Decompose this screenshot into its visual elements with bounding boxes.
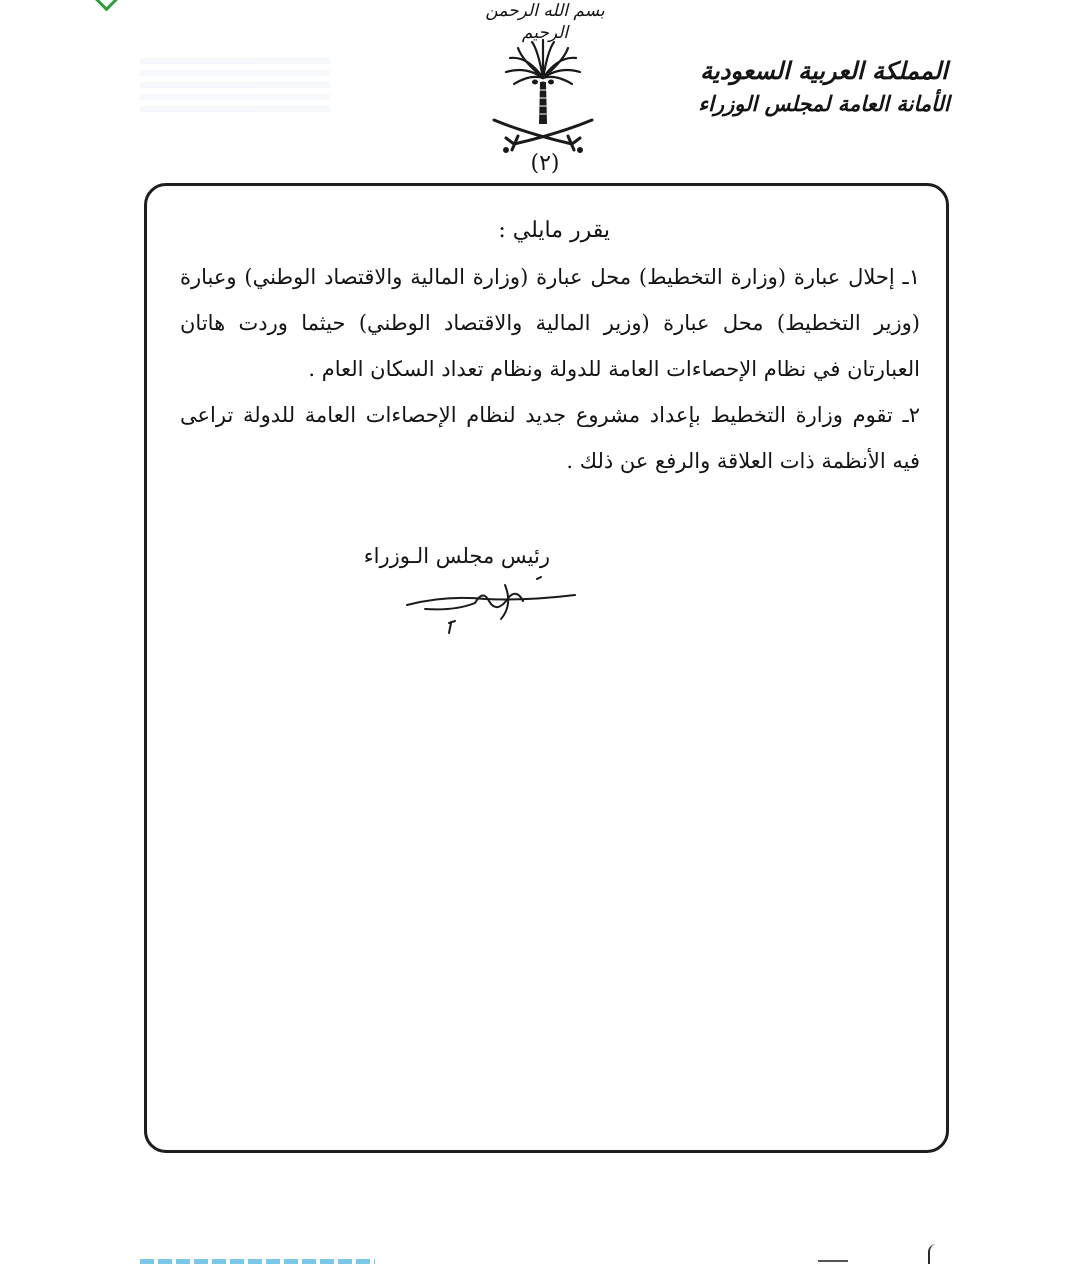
- basmala: بسم الله الرحمن الرحيم: [485, 1, 605, 43]
- footer-dash: [818, 1260, 848, 1262]
- handwritten-signature-icon: [405, 575, 585, 635]
- signatory-title: رئيس مجلس الـوزراء: [363, 544, 550, 568]
- clause-2: ٢ـ تقوم وزارة التخطيط بإعداد مشروع جديد لنظام الإحصاءات العامة للدولة تراعى فيه الأنظمة ذات العلاقة والرفع عن ذلك .: [180, 403, 920, 473]
- signature-block: [320, 540, 550, 572]
- page-number: (٢): [530, 151, 560, 176]
- document-body: [180, 208, 920, 484]
- corner-mark-icon: [92, 0, 122, 11]
- letterhead-kingdom: المملكة العربية السعودية: [700, 56, 948, 85]
- clause-1: ١ـ إحلال عبارة (وزارة التخطيط) محل عبارة (وزارة المالية والاقتصاد الوطني) وعبارة (وزير التخطيط) محل عبارة (وزير المالية والاقتصاد الوطني) حيثما وردت هاتان العبارتان في نظام الإحصاءات العامة للدولة ونظام تعداد السكان العام .: [180, 265, 920, 381]
- saudi-emblem-icon: [488, 38, 598, 158]
- decision-intro: يقرر مايلي :: [498, 218, 610, 243]
- footer-mark-icon: [928, 1244, 940, 1264]
- faint-stamp: [140, 52, 330, 112]
- letterhead-secretariat: الأمانة العامة لمجلس الوزراء: [698, 91, 950, 116]
- letterhead: [694, 54, 954, 120]
- footer-bar: [140, 1259, 375, 1264]
